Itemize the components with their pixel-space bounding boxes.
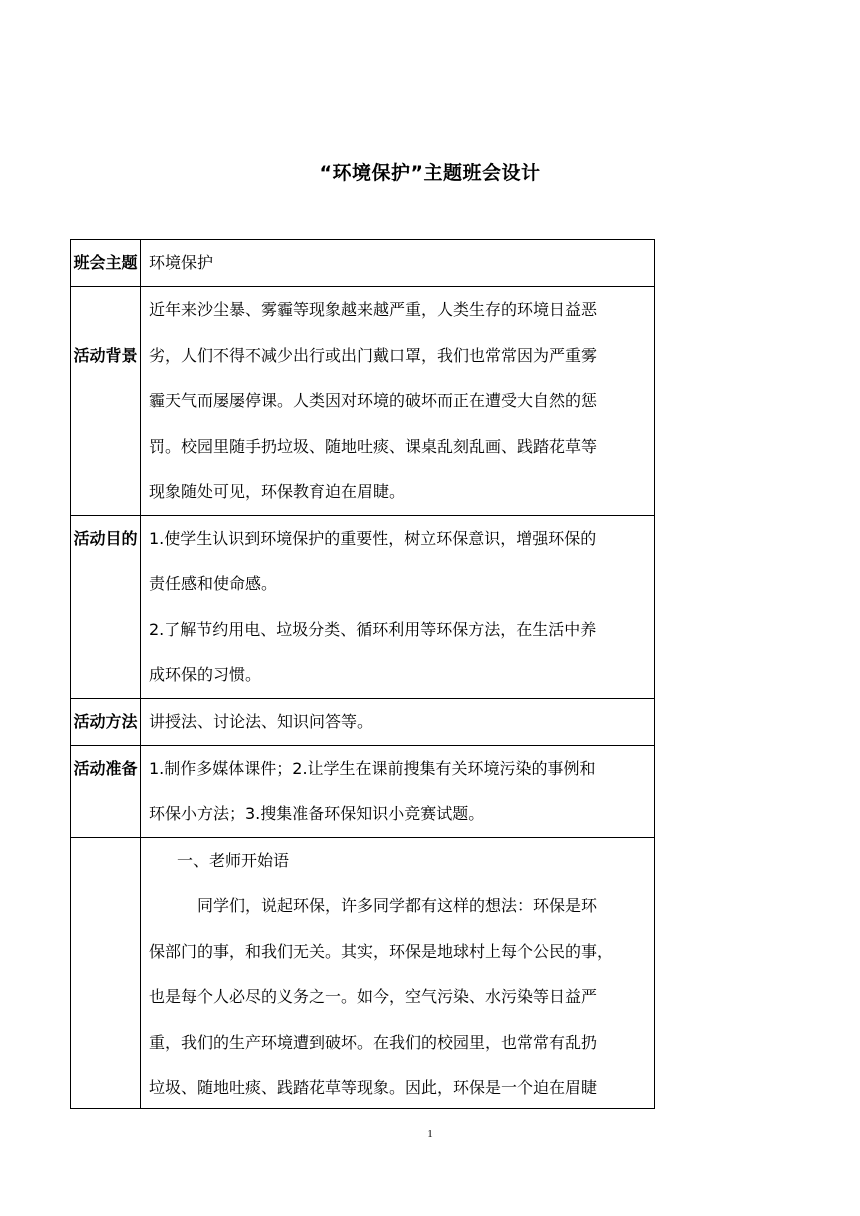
process-heading: 一、老师开始语	[177, 850, 290, 870]
theme-text: 环境保护	[149, 253, 214, 272]
goal-line: 责任感和使命感。	[149, 574, 278, 593]
prep-label: 活动准备	[73, 758, 138, 778]
prep-line: 环保小方法；3.搜集准备环保知识小竞赛试题。	[149, 804, 485, 823]
table-row-process	[71, 837, 655, 1108]
page-title: “环境保护”主题班会设计	[319, 162, 541, 184]
goal-line: 1.使学生认识到环境保护的重要性，树立环保意识，增强环保的	[149, 528, 597, 548]
table-row-prep	[71, 745, 655, 837]
prep-line: 1.制作多媒体课件；2.让学生在课前搜集有关环境污染的事例和	[149, 758, 596, 778]
background-line: 近年来沙尘暴、雾霾等现象越来越严重，人类生存的环境日益恶	[149, 300, 598, 319]
row-label-process	[71, 837, 141, 1108]
row-content-prep	[141, 745, 655, 837]
goal-line: 成环保的习惯。	[149, 665, 262, 684]
table-row-goal	[71, 515, 655, 698]
goal-label: 活动目的	[73, 528, 138, 548]
process-line: 保部门的事，和我们无关。其实，环保是地球村上每个公民的事，	[149, 941, 614, 961]
row-label-theme: 班会主题	[71, 240, 141, 287]
row-label-background	[71, 287, 141, 516]
process-line: 重，我们的生产环境遭到破坏。在我们的校园里，也常常有乱扔	[149, 1032, 598, 1052]
row-label-prep	[71, 745, 141, 837]
process-line: 也是每个人必尽的义务之一。如今，空气污染、水污染等日益严	[149, 987, 598, 1006]
background-label: 活动背景	[73, 345, 138, 365]
table-row-method	[71, 698, 655, 745]
background-line: 劣，人们不得不减少出行或出门戴口罩，我们也常常因为严重雾	[149, 345, 598, 365]
row-label-method: 活动方法	[71, 698, 141, 745]
process-line: 同学们，说起环保，许多同学都有这样的想法：环保是环	[197, 896, 598, 915]
row-content-goal	[141, 515, 655, 698]
process-line: 垃圾、随地吐痰、践踏花草等现象。因此，环保是一个迫在眉睫	[149, 1078, 598, 1097]
background-line: 现象随处可见，环保教育迫在眉睫。	[149, 482, 406, 501]
goal-line: 2.了解节约用电、垃圾分类、循环利用等环保方法，在生活中养	[149, 619, 597, 639]
class-meeting-plan-table	[70, 239, 655, 1109]
page-number: 1	[427, 1128, 433, 1140]
row-content-method	[141, 698, 655, 745]
row-content-background	[141, 287, 655, 516]
table-row-background	[71, 287, 655, 516]
method-text: 讲授法、讨论法、知识问答等。	[149, 711, 374, 731]
background-line: 罚。校园里随手扔垃圾、随地吐痰、课桌乱刻乱画、践踏花草等	[149, 436, 598, 456]
row-content-process	[141, 837, 655, 1108]
row-label-goal	[71, 515, 141, 698]
row-content-theme	[141, 240, 655, 287]
process-text-block	[149, 838, 646, 1108]
table-row-theme	[71, 240, 655, 287]
background-line: 霾天气而屡屡停课。人类因对环境的破坏而正在遭受大自然的惩	[149, 391, 598, 410]
